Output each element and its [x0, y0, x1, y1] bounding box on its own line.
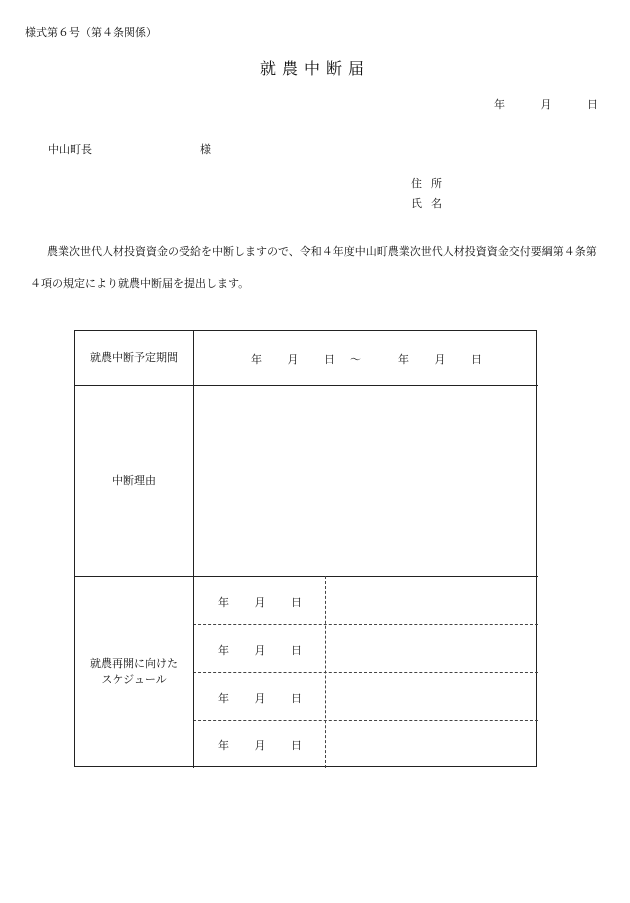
- period-end-day: 日: [471, 353, 482, 366]
- schedule-month: 月: [254, 739, 266, 752]
- schedule-year: 年: [218, 739, 229, 752]
- period-start-year: 年: [251, 353, 262, 366]
- schedule-year: 年: [218, 692, 229, 705]
- schedule-day: 日: [291, 692, 302, 705]
- reason-input-area[interactable]: [194, 386, 538, 576]
- schedule-month: 月: [254, 692, 266, 705]
- schedule-year: 年: [218, 644, 229, 657]
- date-day: 日: [587, 98, 598, 111]
- addressee-name: 中山町長: [48, 143, 92, 156]
- schedule-day: 日: [291, 739, 302, 752]
- schedule-year: 年: [218, 596, 229, 609]
- schedule-date-4[interactable]: [195, 737, 325, 753]
- addressee-honorific: 様: [200, 143, 211, 156]
- schedule-detail-2[interactable]: [326, 625, 538, 672]
- period-start-month: 月: [287, 353, 299, 366]
- schedule-detail-4[interactable]: [326, 721, 538, 767]
- schedule-detail-3[interactable]: [326, 673, 538, 720]
- schedule-date-3[interactable]: [195, 690, 325, 706]
- schedule-detail-1[interactable]: [326, 577, 538, 624]
- name-label: 氏名: [411, 197, 451, 210]
- period-end-month: 月: [434, 353, 446, 366]
- period-tilde: ～: [350, 353, 361, 366]
- schedule-label-line2: スケジュール: [101, 673, 167, 686]
- document-title: 就農中断届: [259, 59, 370, 78]
- date-year: 年: [494, 98, 505, 111]
- schedule-day: 日: [291, 644, 302, 657]
- schedule-month: 月: [254, 644, 266, 657]
- period-label: 就農中断予定期間: [90, 351, 178, 364]
- schedule-date-1[interactable]: [195, 594, 325, 610]
- schedule-date-2[interactable]: [195, 642, 325, 658]
- declaration-text: 農業次世代人材投資資金の受給を中断しますので、令和４年度中山町農業次世代人材投資資金交付要綱第４条第４項の規定により就農中断届を提出します。: [30, 245, 597, 290]
- form-number: 様式第６号（第４条関係）: [25, 26, 157, 39]
- reason-label: 中断理由: [112, 474, 156, 487]
- address-label: 住所: [411, 177, 451, 190]
- schedule-month: 月: [254, 596, 266, 609]
- period-value-field[interactable]: [195, 351, 538, 367]
- date-month: 月: [540, 98, 552, 111]
- schedule-label: [75, 656, 193, 688]
- interruption-form-table: [74, 330, 537, 767]
- period-end-year: 年: [398, 353, 409, 366]
- schedule-day: 日: [291, 596, 302, 609]
- schedule-label-line1: 就農再開に向けた: [90, 657, 178, 670]
- submission-date: [488, 96, 598, 112]
- period-start-day: 日: [324, 353, 335, 366]
